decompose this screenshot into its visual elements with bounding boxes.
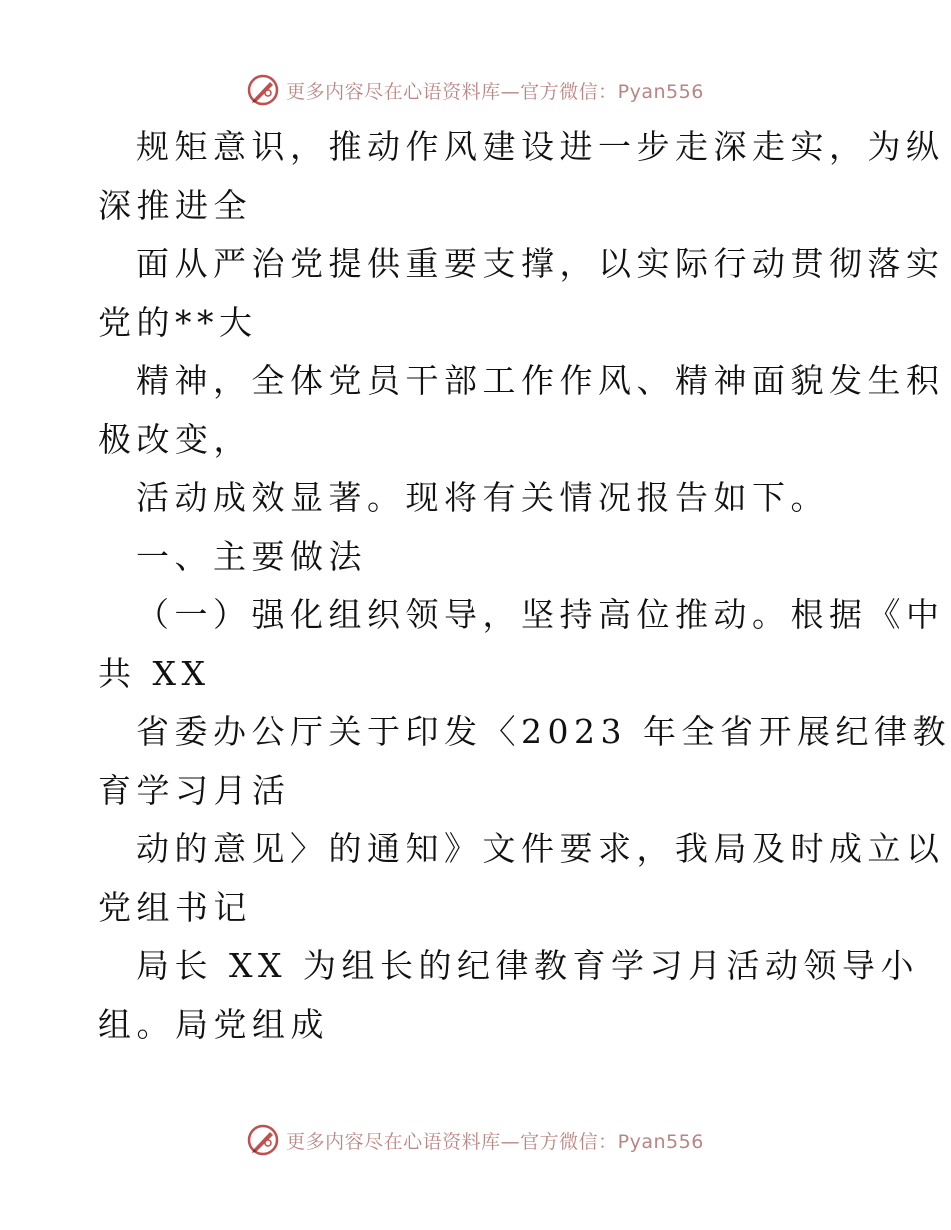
document-body bbox=[98, 118, 951, 1054]
body-text-line: 精神，全体党员干部工作作风、精神面貌发生积 bbox=[136, 361, 945, 400]
pen-logo-icon bbox=[246, 1123, 280, 1157]
body-text-line: 活动成效显著。现将有关情况报告如下。 bbox=[136, 478, 829, 517]
body-text-line: 局长 XX 为组长的纪律教育学习月活动领导小 bbox=[136, 946, 919, 985]
body-text-line: （一）强化组织领导，坚持高位推动。根据《中 bbox=[136, 595, 945, 634]
body-text-line: 规矩意识，推动作风建设进一步走深走实，为纵 bbox=[136, 127, 945, 166]
body-text-line: 省委办公厅关于印发〈2023 年全省开展纪律教 bbox=[136, 712, 951, 751]
body-text-line: 动的意见〉的通知》文件要求，我局及时成立以 bbox=[136, 829, 945, 868]
body-text-line: 育学习月活 bbox=[98, 770, 291, 810]
watermark-text: 更多内容尽在心语资料库—官方微信：Pyan556 bbox=[286, 1130, 704, 1153]
watermark-text: 更多内容尽在心语资料库—官方微信：Pyan556 bbox=[286, 80, 704, 103]
body-text-line: 极改变， bbox=[98, 419, 252, 459]
body-text-line: 深推进全 bbox=[98, 185, 252, 225]
pen-logo-icon bbox=[246, 73, 280, 107]
body-text-line: 组。局党组成 bbox=[98, 1004, 329, 1044]
body-text-line: 党的**大 bbox=[98, 302, 258, 342]
body-text-line: 党组书记 bbox=[98, 887, 252, 927]
watermark-footer bbox=[0, 1120, 950, 1160]
body-text-line: 一、主要做法 bbox=[136, 536, 367, 576]
body-text-line: 共 XX bbox=[98, 653, 211, 693]
body-text-line: 面从严治党提供重要支撑，以实际行动贯彻落实 bbox=[136, 244, 945, 283]
watermark-header bbox=[0, 70, 950, 110]
